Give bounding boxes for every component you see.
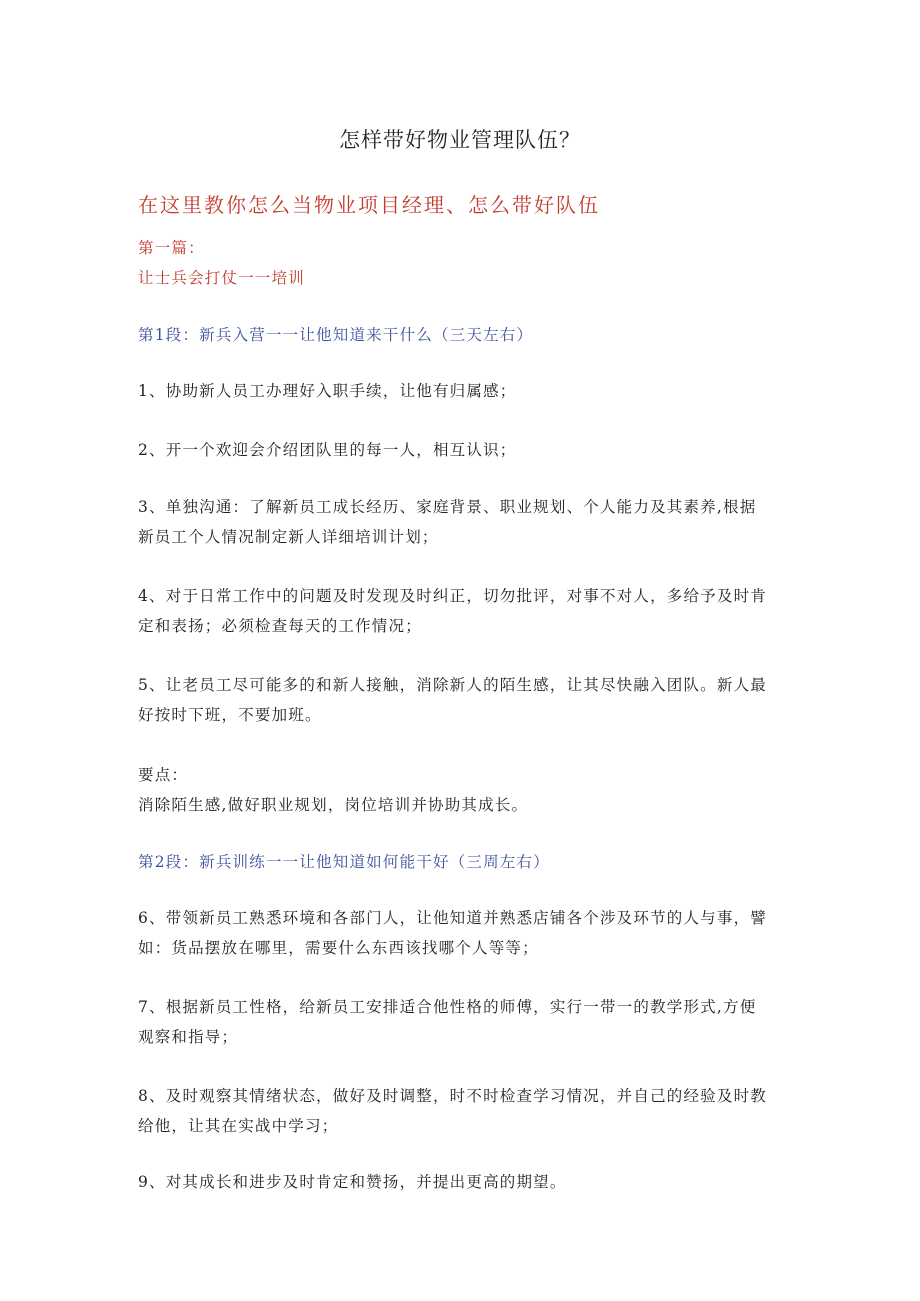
list-item-6: [138, 903, 788, 963]
list-item-line: 如：货品摆放在哪里，需要什么东西该找哪个人等等；: [138, 939, 539, 957]
list-item-line: 3、单独沟通：了解新员工成长经历、家庭背景、职业规划、个人能力及其素养,根据: [138, 498, 757, 516]
list-item-line: 给他，让其在实战中学习；: [138, 1117, 339, 1135]
keypoints-text: 消除陌生感,做好职业规划，岗位培训并协助其成长。: [138, 796, 529, 814]
list-item-line: 8、及时观察其情绪状态，做好及时调整，时不时检查学习情况，并自己的经验及时教: [138, 1087, 767, 1105]
part-title: 让士兵会打仗一一培训: [138, 269, 306, 287]
list-item-line: 5、让老员工尽可能多的和新人接触，消除新人的陌生感，让其尽快融入团队。新人最: [138, 676, 767, 694]
list-item-line: 观察和指导；: [138, 1028, 239, 1046]
list-item-line: 7、根据新员工性格，给新员工安排适合他性格的师傅，实行一带一的教学形式,方便: [138, 998, 757, 1016]
list-item-line: 2、开一个欢迎会介绍团队里的每一人，相互认识；: [138, 441, 517, 459]
list-item-1: [138, 376, 788, 406]
stage1-heading: 第1段：新兵入营一一让他知道来干什么（三天左右）: [138, 326, 534, 344]
list-item-9: [138, 1167, 788, 1197]
list-item-8: [138, 1081, 788, 1141]
list-item-line: 好按时下班，不要加班。: [138, 706, 322, 724]
list-item-7: [138, 992, 788, 1052]
list-item-line: 定和表扬；必须检查每天的工作情况；: [138, 617, 422, 635]
list-item-line: 新员工个人情况制定新人详细培训计划；: [138, 528, 439, 546]
list-item-line: 4、对于日常工作中的问题及时发现及时纠正，切勿批评，对事不对人，多给予及时肯: [138, 587, 767, 605]
list-item-5: [138, 670, 788, 730]
document-subtitle: 在这里教你怎么当物业项目经理、怎么带好队伍: [138, 193, 600, 217]
keypoints-label: 要点：: [138, 766, 189, 784]
list-item-line: 6、带领新员工熟悉环境和各部门人，让他知道并熟悉店铺各个涉及环节的人与事，譬: [138, 909, 767, 927]
part-heading: 第一篇：: [138, 239, 205, 257]
list-item-2: [138, 435, 788, 465]
document-title: 怎样带好物业管理队伍？: [339, 128, 581, 152]
list-item-3: [138, 492, 788, 552]
list-item-line: 9、对其成长和进步及时肯定和赞扬，并提出更高的期望。: [138, 1173, 567, 1191]
stage2-heading: 第2段：新兵训练一一让他知道如何能干好（三周左右）: [138, 853, 550, 871]
list-item-4: [138, 581, 788, 641]
list-item-line: 1、协助新人员工办理好入职手续，让他有归属感；: [138, 382, 517, 400]
